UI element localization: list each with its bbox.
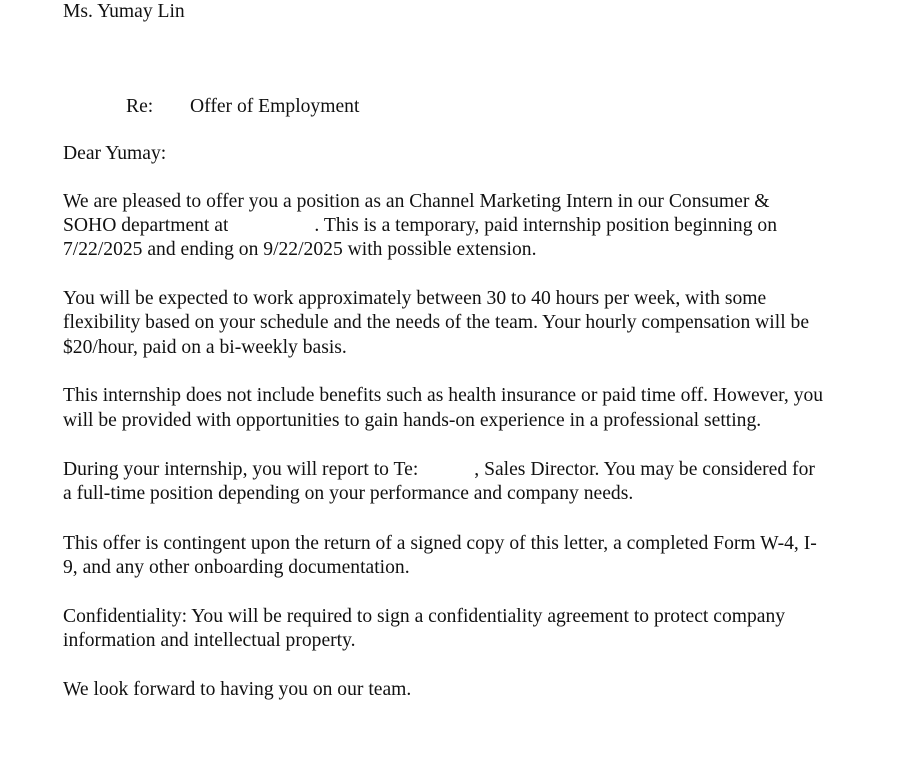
paragraph-line: flexibility based on your schedule and the needs of the team. Your hourly compensation will be <box>63 312 810 333</box>
paragraph-line-part: , Sales Director. You may be considered for <box>474 459 815 480</box>
paragraph-line: will be provided with opportunities to gain hands-on experience in a professional setting. <box>63 410 762 431</box>
paragraph-line-part: . This is a temporary, paid internship position beginning on <box>314 215 777 236</box>
paragraph-line: Confidentiality: You will be required to sign a confidentiality agreement to protect company <box>63 606 786 627</box>
paragraph-line: 7/22/2025 and ending on 9/22/2025 with possible extension. <box>63 239 537 260</box>
recipient-name: Ms. Yumay Lin <box>63 1 185 22</box>
redacted-company-name <box>228 214 314 239</box>
paragraph-line: This offer is contingent upon the return of a signed copy of this letter, a completed Form W-4, I- <box>63 533 817 554</box>
redacted-manager-name <box>418 458 474 483</box>
paragraph-line: We are pleased to offer you a position as an Channel Marketing Intern in our Consumer & <box>63 191 770 212</box>
paragraph-line: a full-time position depending on your performance and company needs. <box>63 483 634 504</box>
paragraph-line-part: During your internship, you will report to Te: <box>63 459 419 480</box>
paragraph-line: You will be expected to work approximately between 30 to 40 hours per week, with some <box>63 288 767 309</box>
salutation: Dear Yumay: <box>63 143 167 164</box>
paragraph-line <box>63 214 777 239</box>
paragraph-line: We look forward to having you on our team. <box>63 679 412 700</box>
re-subject: Offer of Employment <box>190 96 360 117</box>
paragraph-line: This internship does not include benefits such as health insurance or paid time off. However, you <box>63 385 824 406</box>
paragraph-line-part: SOHO department at <box>63 215 229 236</box>
re-label: Re: <box>126 96 154 117</box>
paragraph-line: information and intellectual property. <box>63 630 356 651</box>
paragraph-line: $20/hour, paid on a bi-weekly basis. <box>63 337 347 358</box>
paragraph-line <box>63 458 815 483</box>
paragraph-line: 9, and any other onboarding documentation. <box>63 557 410 578</box>
